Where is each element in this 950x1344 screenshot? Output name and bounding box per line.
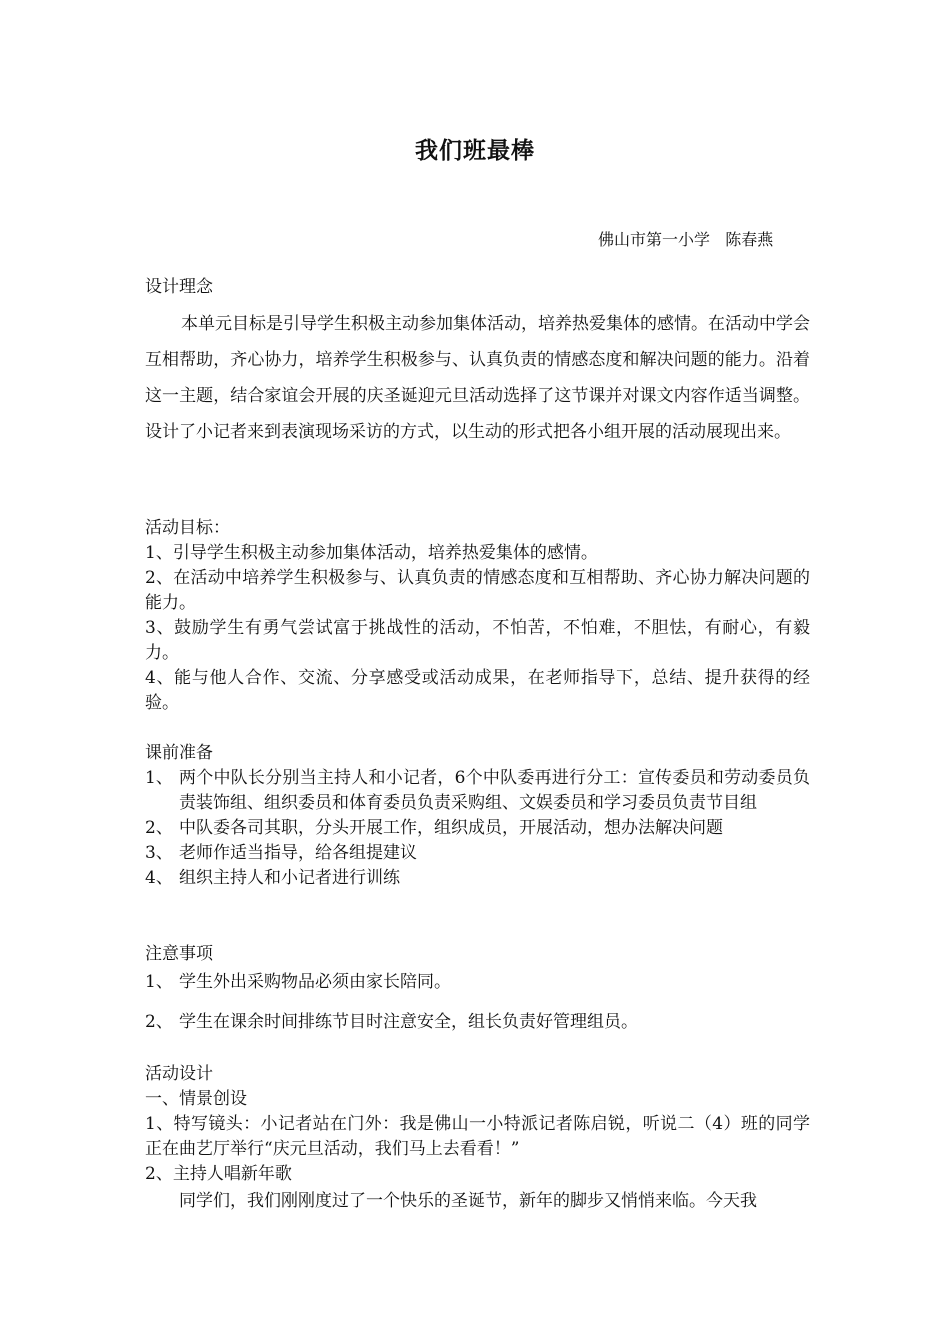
goal-item: 4、能与他人合作、交流、分享感受或活动成果，在老师指导下，总结、提升获得的经验。 — [145, 668, 810, 713]
prep-item-text: 两个中队长分别当主持人和小记者，6个中队委再进行分工：宣传委员和劳动委员负责装饰组、组织委员和体育委员负责采购组、文娱委员和学习委员负责节目组 — [179, 768, 810, 813]
concept-paragraph: 本单元目标是引导学生积极主动参加集体活动，培养热爱集体的感情。在活动中学会互相帮助，齐心协力，培养学生积极参与、认真负责的情感态度和解决问题的能力。沿着这一主题，结合家谊会开展的庆圣诞迎元旦活动选择了这节课并对课文内容作适当调整。设计了小记者来到表演现场采访的方式，以生动的形式把各小组开展的活动展现出来。 — [145, 314, 810, 442]
design-subheading: 一、情景创设 — [145, 1089, 247, 1109]
author-line: 佛山市第一小学 陈春燕 — [598, 230, 774, 249]
goals-section — [145, 516, 810, 716]
design-heading: 活动设计 — [145, 1064, 213, 1084]
goal-item: 3、鼓励学生有勇气尝试富于挑战性的活动，不怕苦，不怕难，不胆怯，有耐心，有毅力。 — [145, 618, 810, 663]
design-line: 1、特写镜头：小记者站在门外：我是佛山一小特派记者陈启锐，听说二（4）班的同学正在曲艺厅举行“庆元旦活动，我们马上去看看！” — [145, 1114, 810, 1159]
notes-item — [145, 967, 810, 997]
prep-item — [145, 766, 810, 816]
prep-item — [145, 816, 810, 841]
notes-item-text: 学生外出采购物品必须由家长陪同。 — [179, 972, 451, 992]
design-paragraph: 同学们，我们刚刚度过了一个快乐的圣诞节，新年的脚步又悄悄来临。今天我 — [179, 1191, 757, 1211]
concept-section — [145, 274, 810, 450]
document-title: 我们班最棒 — [415, 137, 535, 164]
goal-item: 1、引导学生积极主动参加集体活动，培养热爱集体的感情。 — [145, 543, 598, 563]
notes-item — [145, 1007, 810, 1037]
goal-item: 2、在活动中培养学生积极参与、认真负责的情感态度和互相帮助、齐心协力解决问题的能力。 — [145, 568, 810, 613]
prep-section — [145, 740, 810, 891]
notes-item-number: 2、 — [145, 1012, 173, 1032]
prep-item — [145, 841, 810, 866]
prep-item-number: 4、 — [145, 868, 173, 888]
prep-item-text: 中队委各司其职，分头开展工作，组织成员，开展活动，想办法解决问题 — [179, 818, 723, 838]
prep-item-text: 组织主持人和小记者进行训练 — [179, 868, 400, 888]
goals-heading: 活动目标： — [145, 518, 230, 538]
notes-item-text: 学生在课余时间排练节目时注意安全，组长负责好管理组员。 — [179, 1012, 638, 1032]
prep-item-number: 3、 — [145, 843, 173, 863]
prep-item-number: 1、 — [145, 768, 173, 788]
notes-heading: 注意事项 — [145, 944, 213, 964]
prep-item-text: 老师作适当指导，给各组提建议 — [179, 843, 417, 863]
notes-item-number: 1、 — [145, 972, 173, 992]
notes-section — [145, 941, 810, 1037]
prep-item — [145, 866, 810, 891]
design-section — [145, 1062, 810, 1215]
prep-heading: 课前准备 — [145, 743, 213, 763]
design-line: 2、主持人唱新年歌 — [145, 1164, 292, 1184]
prep-item-number: 2、 — [145, 818, 173, 838]
concept-heading: 设计理念 — [145, 277, 213, 297]
